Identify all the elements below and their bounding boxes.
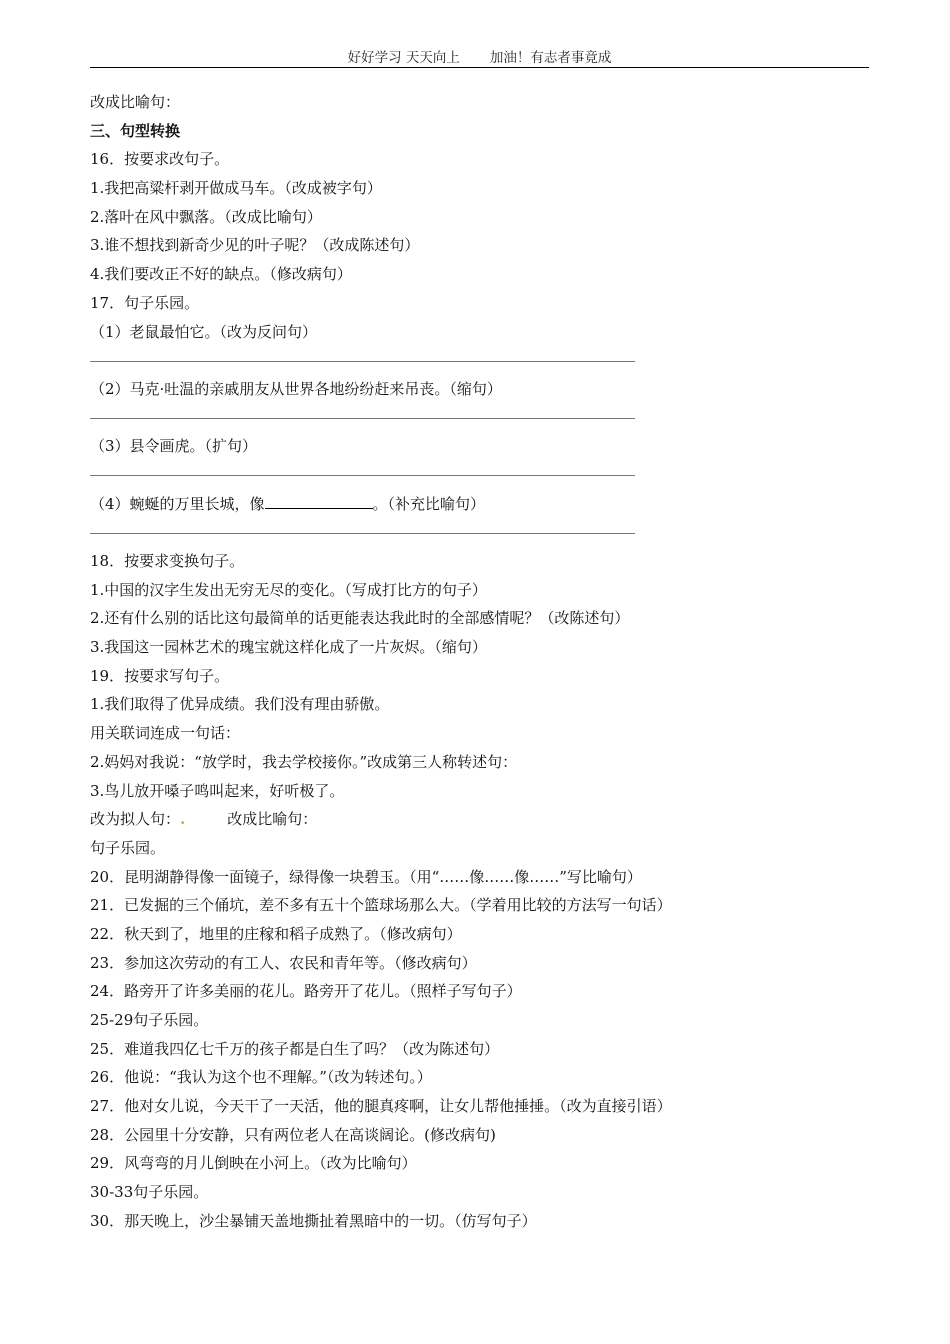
text-line: 2.落叶在风中飘落。（改成比喻句）	[90, 207, 322, 226]
text-line: （3）县令画虎。（扩句）	[90, 437, 258, 456]
text-line: （1）老鼠最怕它。（改为反问句）	[90, 322, 318, 341]
prompt-metaphor: 改成比喻句：	[227, 810, 318, 829]
fill-blank[interactable]	[265, 494, 373, 509]
worksheet-body	[90, 88, 869, 1236]
question-25: 25．难道我四亿七千万的孩子都是白生了吗？（改为陈述句）	[90, 1039, 500, 1058]
answer-line[interactable]	[90, 346, 635, 375]
question-27: 27．他对女儿说，今天干了一天活，他的腿真疼啊，让女儿帮他捶捶。（改为直接引语）	[90, 1097, 672, 1116]
header-motto-right: 加油！有志者事竟成	[489, 50, 612, 66]
question-23: 23．参加这次劳动的有工人、农民和青年等。（修改病句）	[90, 953, 477, 972]
answer-line[interactable]	[90, 461, 635, 490]
question-26: 26．他说：“我认为这个也不理解。”（改为转述句。）	[90, 1068, 432, 1087]
text-line: 1.中国的汉字生发出无穷无尽的变化。（写成打比方的句子）	[90, 580, 487, 599]
fill-prompt: （4）蜿蜒的万里长城，像	[90, 494, 265, 513]
question-29: 29．风弯弯的月儿倒映在小河上。（改为比喻句）	[90, 1154, 417, 1173]
question-28: 28．公园里十分安静，只有两位老人在高谈阔论。(修改病句)	[90, 1125, 496, 1144]
text-line: （2）马克·吐温的亲戚朋友从世界各地纷纷赶来吊丧。（缩句）	[90, 379, 502, 398]
answer-line[interactable]	[90, 404, 635, 433]
question-18: 18．按要求变换句子。	[90, 552, 245, 570]
question-17: 17．句子乐园。	[90, 293, 200, 312]
question-19: 19．按要求写句子。	[90, 666, 230, 685]
fill-suffix: 。（补充比喻句）	[372, 494, 486, 513]
text-line	[90, 490, 869, 519]
text-line: 用关联词连成一句话：	[90, 724, 241, 743]
answer-line[interactable]	[90, 518, 635, 547]
text-line: 3.鸟儿放开嗓子鸣叫起来，好听极了。	[90, 781, 345, 800]
question-30: 30．那天晚上，沙尘暴铺天盖地撕扯着黑暗中的一切。（仿写句子）	[90, 1211, 537, 1230]
text-line: 1.我把高粱杆剥开做成马车。（改成被字句）	[90, 179, 382, 198]
question-24: 24．路旁开了许多美丽的花儿。路旁开了花儿。（照样子写句子）	[90, 982, 522, 1001]
text-line: 句子乐园。	[90, 838, 166, 857]
question-21: 21．已发掘的三个俑坑，差不多有五十个篮球场那么大。（学着用比较的方法写一句话）	[90, 896, 672, 915]
header-motto-left: 好好学习 天天向上	[347, 50, 460, 66]
text-line: 30-33句子乐园。	[90, 1183, 209, 1202]
question-20: 20．昆明湖静得像一面镜子，绿得像一块碧玉。（用“……像……像……”写比喻句）	[90, 867, 642, 886]
text-line: 改成比喻句：	[90, 93, 181, 111]
page-header	[90, 49, 869, 68]
text-line: 3.谁不想找到新奇少见的叶子呢？（改成陈述句）	[90, 236, 420, 255]
prompt-personification: 改为拟人句：	[90, 810, 181, 829]
question-16: 16．按要求改句子。	[90, 150, 230, 169]
section-heading: 三、句型转换	[90, 121, 181, 140]
question-22: 22．秋天到了，地里的庄稼和稻子成熟了。（修改病句）	[90, 924, 462, 943]
text-line: 25-29句子乐园。	[90, 1011, 209, 1029]
text-line: 2.妈妈对我说：“放学时，我去学校接你。”改成第三人称转述句：	[90, 752, 518, 771]
text-line: 1.我们取得了优异成绩。我们没有理由骄傲。	[90, 695, 390, 714]
dot-mark: .	[180, 810, 186, 829]
text-line: 3.我国这一园林艺术的瑰宝就这样化成了一片灰烬。（缩句）	[90, 638, 487, 657]
text-line: 2.还有什么别的话比这句最简单的话更能表达我此时的全部感情呢？（改陈述句）	[90, 609, 630, 628]
text-line: 4.我们要改正不好的缺点。（修改病句）	[90, 265, 352, 284]
text-line	[90, 805, 869, 834]
